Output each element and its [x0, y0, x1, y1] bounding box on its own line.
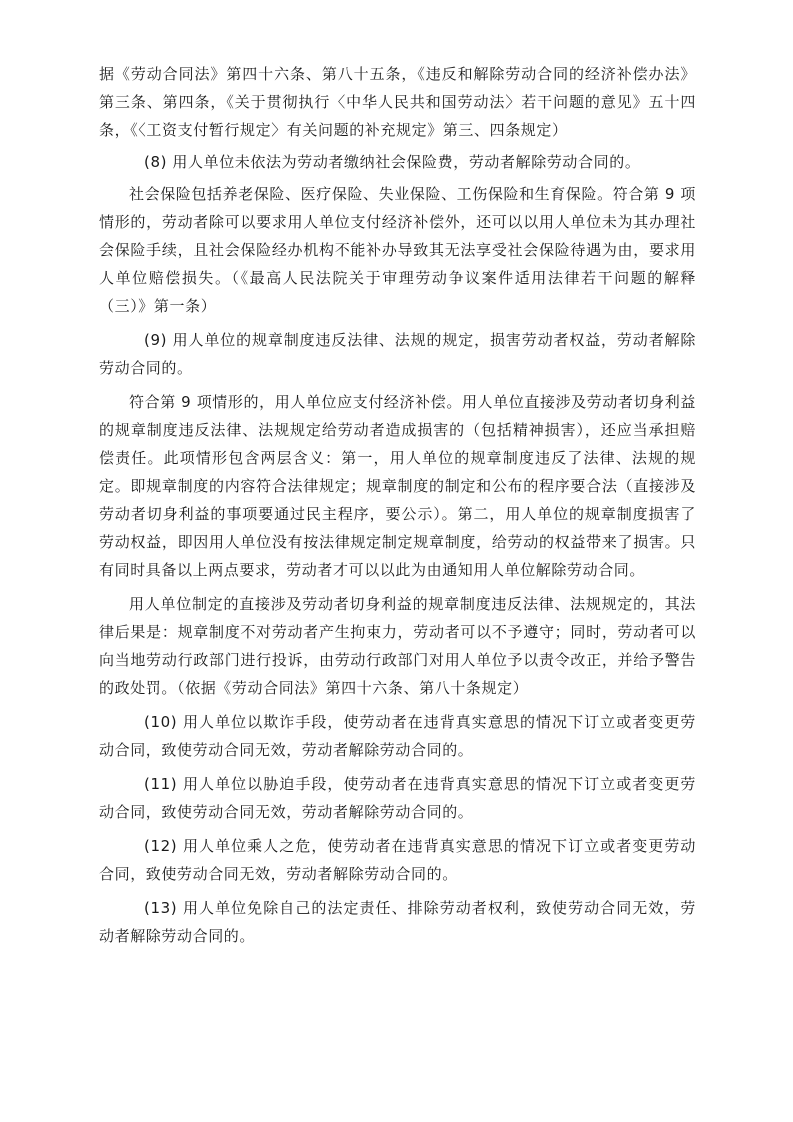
list-item-11: (11) 用人单位以胁迫手段，使劳动者在违背真实意思的情况下订立或者变更劳动合同，致使劳动合同无效，劳动者解除劳动合同的。: [99, 775, 696, 821]
list-item-9: (9) 用人单位的规章制度违反法律、法规的规定，损害劳动者权益，劳动者解除劳动合同的。: [99, 331, 696, 377]
list-item-8: (8) 用人单位未依法为劳动者缴纳社会保险费，劳动者解除劳动合同的。: [144, 153, 641, 171]
document-body: [99, 60, 696, 950]
paragraph-continuation: 据《劳动合同法》第四十六条、第八十五条，《违反和解除劳动合同的经济补偿办法》第三条、第四条，《关于贯彻执行〈中华人民共和国劳动法〉若干问题的意见》五十四条，《〈工资支付暂行规定〉有关问题的补充规定》第三、四条规定）: [99, 65, 696, 139]
paragraph-note-8: 社会保险包括养老保险、医疗保险、失业保险、工伤保险和生育保险。符合第 9 项情形的，劳动者除可以要求用人单位支付经济补偿外，还可以以用人单位未为其办理社会保险手续，且社会保险经办机构不能补办导致其无法享受社会保险待遇为由，要求用人单位赔偿损失。（《最高人民法院关于审理劳动争议案件适用法律若干问题的解释（三）》第一条）: [99, 185, 696, 315]
paragraph-note-9b: 用人单位制定的直接涉及劳动者切身利益的规章制度违反法律、法规规定的，其法律后果是：规章制度不对劳动者产生拘束力，劳动者可以不予遵守；同时，劳动者可以向当地劳动行政部门进行投诉，由劳动行政部门对用人单位予以责令改正，并给予警告的政处罚。（依据《劳动合同法》第四十六条、第八十条规定）: [99, 595, 696, 697]
list-item-13: (13) 用人单位免除自己的法定责任、排除劳动者权利，致使劳动合同无效，劳动者解除劳动合同的。: [99, 899, 696, 945]
list-item-10: (10) 用人单位以欺诈手段，使劳动者在违背真实意思的情况下订立或者变更劳动合同，致使劳动合同无效，劳动者解除劳动合同的。: [99, 713, 696, 759]
paragraph-note-9a: 符合第 9 项情形的，用人单位应支付经济补偿。用人单位直接涉及劳动者切身利益的规章制度违反法律、法规规定给劳动者造成损害的（包括精神损害），还应当承担赔偿责任。此项情形包含两层含义：第一，用人单位的规章制度违反了法律、法规的规定。即规章制度的内容符合法律规定；规章制度的制定和公布的程序要合法（直接涉及劳动者切身利益的事项要通过民主程序，要公示）。第二，用人单位的规章制度损害了劳动权益，即因用人单位没有按法律规定制定规章制度，给劳动的权益带来了损害。只有同时具备以上两点要求，劳动者才可以以此为由通知用人单位解除劳动合同。: [99, 393, 696, 579]
list-item-12: (12) 用人单位乘人之危，使劳动者在违背真实意思的情况下订立或者变更劳动合同，致使劳动合同无效，劳动者解除劳动合同的。: [99, 837, 696, 883]
